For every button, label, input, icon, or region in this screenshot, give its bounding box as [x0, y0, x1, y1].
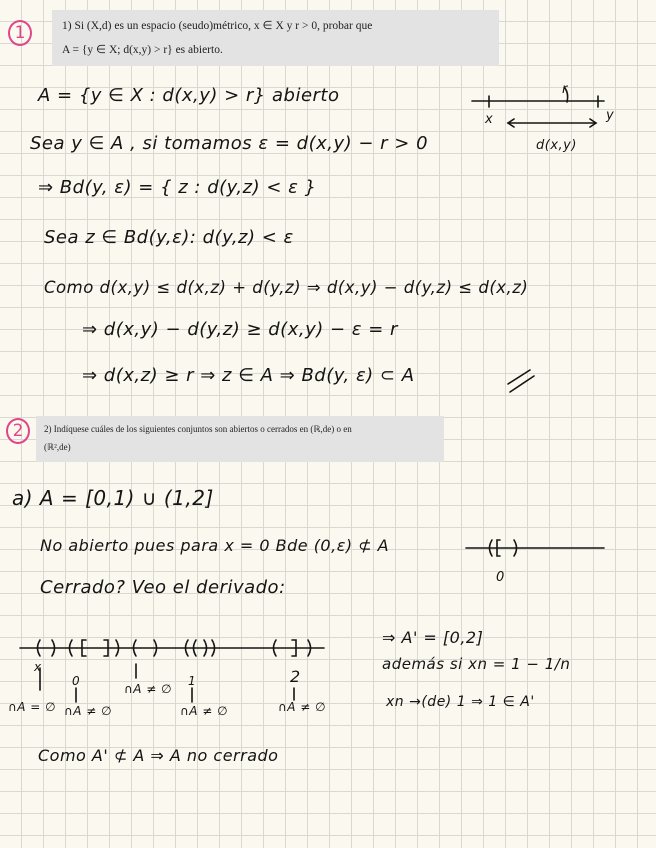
problem-1-statement-line-2: A = {y ∈ X; d(x,y) > r} es abierto.: [62, 44, 223, 56]
nl-annotation-2: ∩A ≠ ∅: [64, 704, 113, 718]
problem-1-number: 1: [8, 20, 32, 46]
p2a-sequence: además si xn = 1 − 1/n: [382, 655, 571, 673]
nl-annotation-4: ∩A ≠ ∅: [180, 704, 229, 718]
problem-2-number: 2: [6, 418, 30, 444]
p2a-closed-question: Cerrado? Veo el derivado:: [40, 577, 286, 598]
p2a-limit: xn →(de) 1 ⇒ 1 ∈ A': [386, 694, 535, 710]
p2a-derived-set: ⇒ A' = [0,2]: [382, 628, 484, 647]
problem-2-statement-line-2: (ℝ²,de): [44, 442, 71, 452]
p1-lower-bound: ⇒ d(x,y) − d(y,z) ≥ d(x,y) − ε = r: [82, 319, 398, 340]
nl-label-2: 2: [290, 667, 301, 686]
p1-diagram-r-label: r: [562, 82, 568, 97]
p1-conclusion: ⇒ d(x,z) ≥ r ⇒ z ∈ A ⇒ Bd(y, ε) ⊂ A: [82, 365, 415, 386]
p2a-not-open: No abierto pues para x = 0 Bde (0,ε) ⊄ A: [40, 536, 390, 555]
p1-take-z: Sea z ∈ Bd(y,ε): d(y,z) < ε: [44, 227, 294, 248]
p1-triangle-inequality: Como d(x,y) ≤ d(x,z) + d(y,z) ⇒ d(x,y) − d(y,z) ≤ d(x,z): [44, 278, 529, 297]
nl-annotation-1: ∩A = ∅: [8, 700, 57, 714]
p2a-set: a) A = [0,1) ∪ (1,2]: [12, 486, 214, 510]
p1-qed-strike: [508, 370, 534, 392]
p1-set-definition: A = {y ∈ X : d(x,y) > r} abierto: [38, 85, 340, 106]
p2a-number-line: [20, 640, 324, 702]
p2a-epsilon-sketch: [466, 540, 604, 556]
p1-diagram-d-label: d(x,y): [536, 138, 577, 153]
p1-take-epsilon: Sea y ∈ A , si tomamos ε = d(x,y) − r > 0: [30, 133, 429, 154]
nl-label-1: 1: [188, 674, 197, 688]
p2a-conclusion: Como A' ⊄ A ⇒ A no cerrado: [38, 746, 279, 765]
nl-label-x: x: [34, 660, 42, 674]
p1-ball-definition: ⇒ Bd(y, ε) = { z : d(y,z) < ε }: [38, 177, 317, 198]
p1-distance-diagram: [472, 88, 604, 127]
p1-diagram-y-label: y: [606, 108, 615, 123]
nl-label-0: 0: [72, 674, 81, 688]
p2a-zero-label: 0: [496, 570, 505, 585]
nl-annotation-5: ∩A ≠ ∅: [278, 700, 327, 714]
problem-1-statement-line-1: 1) Si (X,d) es un espacio (seudo)métrico, x ∈ X y r > 0, probar que: [62, 20, 373, 32]
nl-annotation-3: ∩A ≠ ∅: [124, 682, 173, 696]
problem-2-statement-line-1: 2) Indíquese cuáles de los siguientes conjuntos son abiertos o cerrados en (ℝ,de) o en: [44, 424, 352, 434]
p1-diagram-x-label: x: [485, 112, 494, 127]
